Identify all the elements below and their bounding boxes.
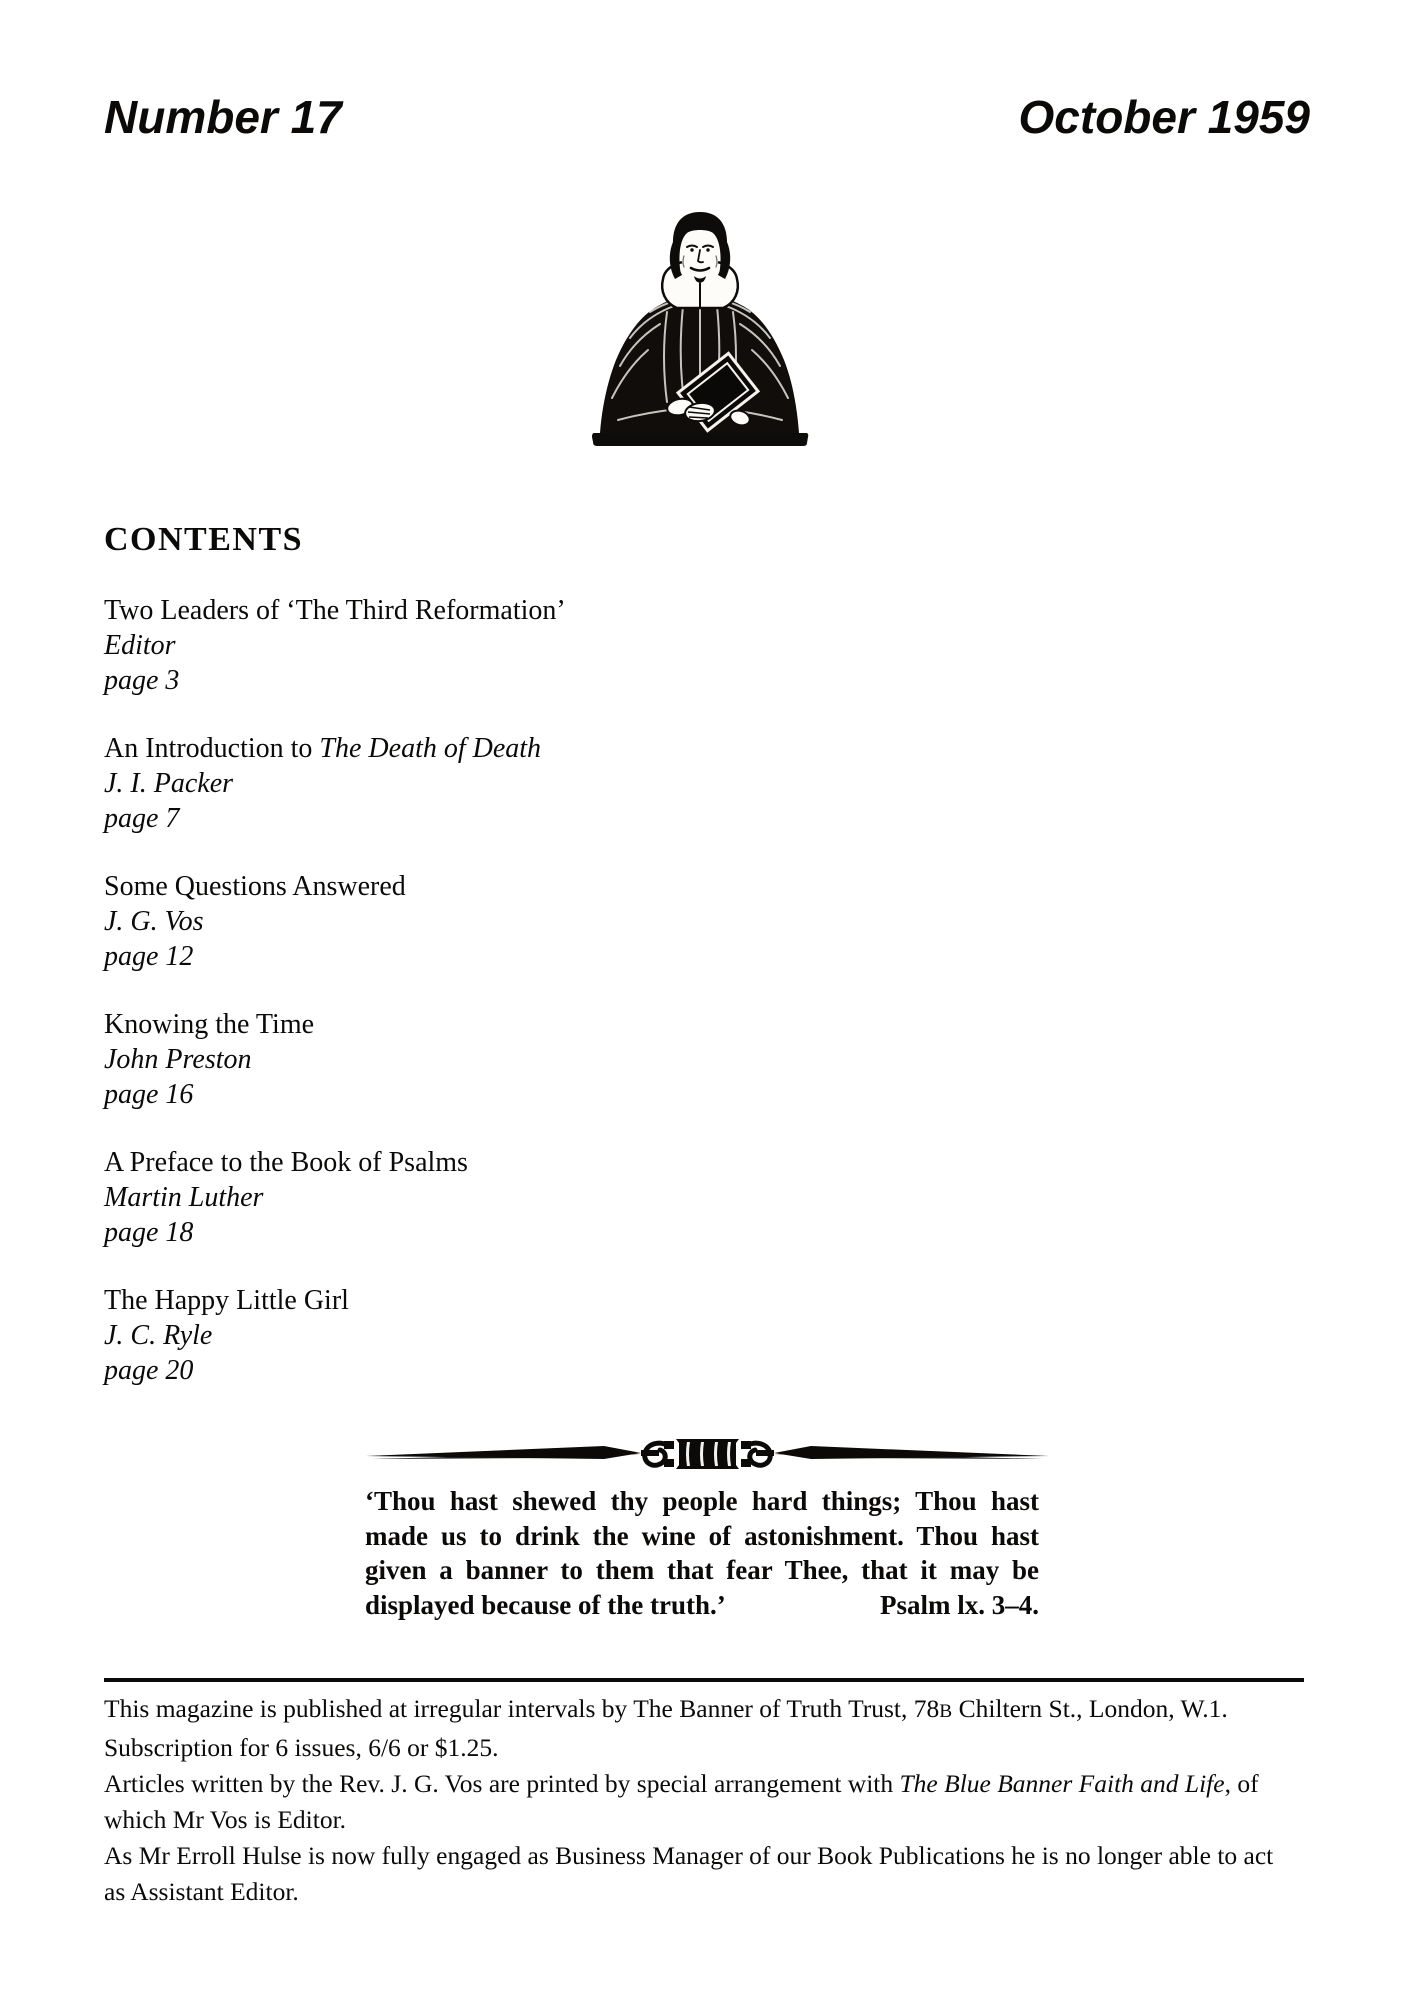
scripture-quote: [365, 1484, 1039, 1622]
toc-item: [104, 1283, 566, 1388]
toc-item: [104, 1007, 566, 1112]
quote-line: made us to drink the wine of astonishment. Thou hast: [365, 1520, 1039, 1551]
article-title: Some Questions Answered: [104, 871, 406, 902]
article-title: An Introduction to The Death of Death: [104, 733, 542, 764]
article-page: page 3: [104, 665, 180, 696]
quote-reference: Psalm lx. 3–4.: [880, 1589, 1039, 1620]
colophon-line: As Mr Erroll Hulse is now fully engaged as Business Manager of our Book Publications he is no longer able to act: [104, 1841, 1274, 1870]
colophon-line: Subscription for 6 issues, 6/6 or $1.25.: [104, 1733, 499, 1762]
article-title: Two Leaders of ‘The Third Reformation’: [104, 595, 566, 626]
article-author: J. I. Packer: [104, 768, 234, 799]
smallcap-b: B: [939, 1701, 953, 1722]
colophon: [104, 1691, 1273, 1910]
quote-line: [365, 1588, 1039, 1623]
toc-item: [104, 869, 566, 974]
article-page: page 16: [104, 1079, 194, 1110]
article-author: Martin Luther: [104, 1182, 264, 1213]
tapered-rule-ornament-icon: [364, 1433, 1051, 1475]
article-page: page 7: [104, 803, 180, 834]
colophon-line: Articles written by the Rev. J. G. Vos are printed by special arrangement with The Blue Banner Faith and Life, of: [104, 1769, 1259, 1798]
footer-rule: [104, 1678, 1304, 1682]
quote-ending: displayed because of the truth.’: [365, 1589, 726, 1620]
article-author: J. G. Vos: [104, 906, 204, 937]
article-page: page 18: [104, 1217, 194, 1248]
article-author: John Preston: [104, 1044, 252, 1075]
article-title: The Happy Little Girl: [104, 1285, 349, 1316]
contents-heading: CONTENTS: [104, 521, 304, 558]
article-author: Editor: [104, 630, 176, 661]
ornamental-divider: [364, 1433, 1051, 1475]
colophon-line: as Assistant Editor.: [104, 1877, 299, 1906]
toc-item: [104, 593, 566, 698]
article-author: J. C. Ryle: [104, 1320, 213, 1351]
issue-date: October 1959: [1018, 91, 1310, 143]
issue-number: Number 17: [104, 91, 342, 143]
journal-title: The Blue Banner Faith and Life: [899, 1769, 1225, 1798]
quote-line: ‘Thou hast shewed thy people hard things; Thou hast: [365, 1486, 1039, 1516]
puritan-woodcut-engraving: [588, 206, 812, 448]
puritan-portrait-icon: [588, 206, 812, 448]
toc-item: [104, 1145, 566, 1250]
colophon-line: This magazine is published at irregular intervals by The Banner of Truth Trust, 78B Chiltern St., London, W.1.: [104, 1694, 1228, 1723]
contents-list: [104, 593, 566, 1421]
quote-line: given a banner to them that fear Thee, that it may be: [365, 1555, 1039, 1585]
article-title: A Preface to the Book of Psalms: [104, 1147, 468, 1178]
article-page: page 12: [104, 941, 194, 972]
article-title: Knowing the Time: [104, 1009, 315, 1040]
toc-item: [104, 731, 566, 836]
masthead: [104, 92, 1310, 143]
article-page: page 20: [104, 1355, 194, 1386]
colophon-line: which Mr Vos is Editor.: [104, 1805, 347, 1834]
